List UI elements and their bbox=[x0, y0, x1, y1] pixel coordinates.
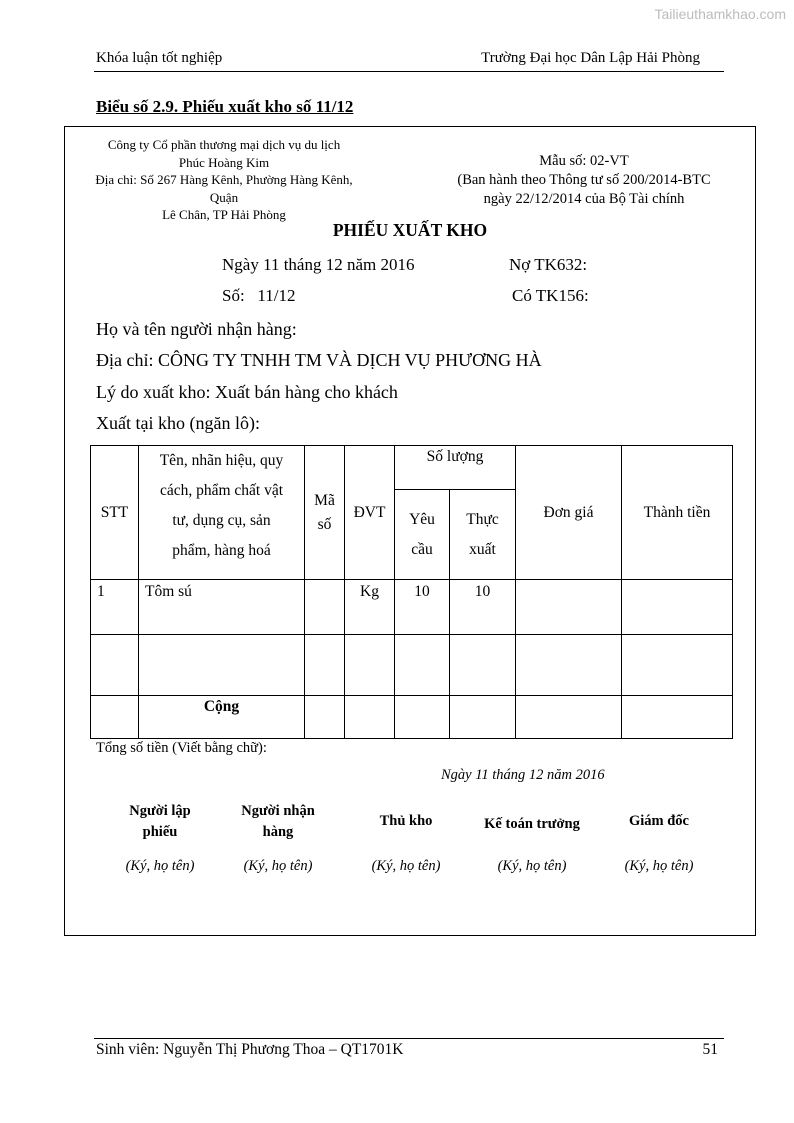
empty-cell bbox=[516, 696, 622, 739]
signature-note: (Ký, họ tên) bbox=[624, 858, 694, 874]
header-right: Trường Đại học Dân Lập Hải Phòng bbox=[481, 50, 700, 66]
empty-cell bbox=[345, 635, 395, 696]
header-code-line: số bbox=[317, 515, 332, 533]
header-item-name-line: phẩm, hàng hoá bbox=[172, 542, 271, 559]
header-qty-requested-line: Yêu bbox=[409, 510, 435, 528]
signature-date: Ngày 11 tháng 12 năm 2016 bbox=[441, 767, 605, 783]
signature-note: (Ký, họ tên) bbox=[125, 858, 195, 874]
header-rule bbox=[94, 71, 724, 72]
row-unit-price bbox=[516, 580, 622, 635]
signature-chief-accountant bbox=[472, 814, 592, 835]
signature-receiver bbox=[228, 801, 328, 843]
header-qty-requested-line: cầu bbox=[411, 540, 433, 558]
signature-role-line: Người lập bbox=[129, 803, 191, 819]
header-item-name bbox=[139, 446, 305, 580]
header-qty-actual bbox=[450, 490, 516, 580]
row-unit: Kg bbox=[345, 580, 395, 635]
footer-student: Sinh viên: Nguyễn Thị Phương Thoa – QT1701K bbox=[96, 1041, 404, 1058]
empty-cell bbox=[305, 696, 345, 739]
row-amount bbox=[622, 580, 733, 635]
header-left: Khóa luận tốt nghiệp bbox=[96, 50, 223, 66]
form-info bbox=[438, 152, 730, 209]
company-name-line2: Phúc Hoàng Kim bbox=[178, 154, 270, 170]
recipient-address: Địa chỉ: CÔNG TY TNHH TM VÀ DỊCH VỤ PHƯƠNG HÀ bbox=[96, 350, 542, 370]
empty-cell bbox=[139, 635, 305, 696]
company-info bbox=[90, 136, 358, 224]
empty-cell bbox=[516, 635, 622, 696]
company-address-line2: Lê Chân, TP Hải Phòng bbox=[162, 207, 286, 222]
signature-director bbox=[609, 811, 709, 832]
empty-cell bbox=[622, 696, 733, 739]
header-qty-requested bbox=[395, 490, 450, 580]
empty-cell bbox=[345, 696, 395, 739]
form-code: Mẫu số: 02-VT bbox=[539, 153, 629, 169]
signature-role-line: Thủ kho bbox=[379, 813, 433, 829]
signature-role-line: phiếu bbox=[142, 824, 178, 840]
empty-cell bbox=[395, 696, 450, 739]
row-qty-actual: 10 bbox=[450, 580, 516, 635]
total-label: Cộng bbox=[139, 696, 305, 739]
signature-role-line: hàng bbox=[262, 824, 294, 840]
empty-cell bbox=[91, 635, 139, 696]
signature-note: (Ký, họ tên) bbox=[243, 858, 313, 874]
warehouse-label: Xuất tại kho (ngăn lô): bbox=[96, 413, 260, 433]
footer-rule bbox=[94, 1038, 724, 1039]
items-table bbox=[90, 445, 733, 739]
row-item-name: Tôm sú bbox=[139, 580, 305, 635]
form-regulation-date: ngày 22/12/2014 của Bộ Tài chính bbox=[483, 191, 685, 207]
signature-role-line: Người nhận bbox=[241, 803, 315, 819]
header-qty-actual-line: xuất bbox=[469, 540, 496, 558]
table-row-total bbox=[91, 696, 733, 739]
row-qty-requested: 10 bbox=[395, 580, 450, 635]
header-code bbox=[305, 446, 345, 580]
header-item-name-line: tư, dụng cụ, sản bbox=[172, 512, 271, 529]
figure-caption: Biểu số 2.9. Phiếu xuất kho số 11/12 bbox=[96, 97, 354, 116]
form-regulation: (Ban hành theo Thông tư số 200/2014-BTC bbox=[457, 172, 711, 188]
header-code-line: Mã bbox=[314, 491, 335, 509]
empty-cell bbox=[622, 635, 733, 696]
empty-cell bbox=[450, 696, 516, 739]
empty-cell bbox=[450, 635, 516, 696]
row-stt: 1 bbox=[91, 580, 139, 635]
company-name-line1: Công ty Cổ phần thương mại dịch vụ du lịch bbox=[107, 137, 341, 152]
document-date: Ngày 11 tháng 12 năm 2016 bbox=[222, 255, 415, 274]
header-quantity: Số lượng bbox=[395, 446, 516, 490]
amount-in-words-label: Tổng số tiền (Viết bằng chữ): bbox=[96, 740, 267, 756]
document-title: PHIẾU XUẤT KHO bbox=[332, 220, 488, 240]
watermark: Tailieuthamkhao.com bbox=[654, 6, 786, 22]
credit-account: Có TK156: bbox=[512, 286, 589, 305]
empty-cell bbox=[91, 696, 139, 739]
signature-role-line: Giám đốc bbox=[628, 813, 689, 829]
table-row bbox=[91, 580, 733, 635]
document-number: Số: 11/12 bbox=[222, 286, 296, 305]
row-code bbox=[305, 580, 345, 635]
signature-preparer bbox=[110, 801, 210, 843]
signature-role-line: Kế toán trưởng bbox=[484, 816, 580, 832]
header-stt: STT bbox=[91, 446, 139, 580]
recipient-label: Họ và tên người nhận hàng: bbox=[96, 319, 297, 339]
signature-note: (Ký, họ tên) bbox=[497, 858, 567, 874]
header-unit: ĐVT bbox=[345, 446, 395, 580]
page-number: 51 bbox=[702, 1041, 718, 1058]
header-amount: Thành tiền bbox=[622, 446, 733, 580]
signature-storekeeper bbox=[356, 811, 456, 832]
table-row-empty bbox=[91, 635, 733, 696]
empty-cell bbox=[395, 635, 450, 696]
company-address-line1: Địa chỉ: Số 267 Hàng Kênh, Phường Hàng Kênh, Quận bbox=[95, 172, 353, 205]
header-unit-price: Đơn giá bbox=[516, 446, 622, 580]
signature-note: (Ký, họ tên) bbox=[371, 858, 441, 874]
debit-account: Nợ TK632: bbox=[509, 255, 588, 274]
header-qty-actual-line: Thực bbox=[466, 510, 499, 528]
empty-cell bbox=[305, 635, 345, 696]
header-item-name-line: Tên, nhãn hiệu, quy bbox=[159, 452, 284, 469]
issue-reason: Lý do xuất kho: Xuất bán hàng cho khách bbox=[96, 382, 398, 402]
header-item-name-line: cách, phẩm chất vật bbox=[159, 482, 284, 499]
